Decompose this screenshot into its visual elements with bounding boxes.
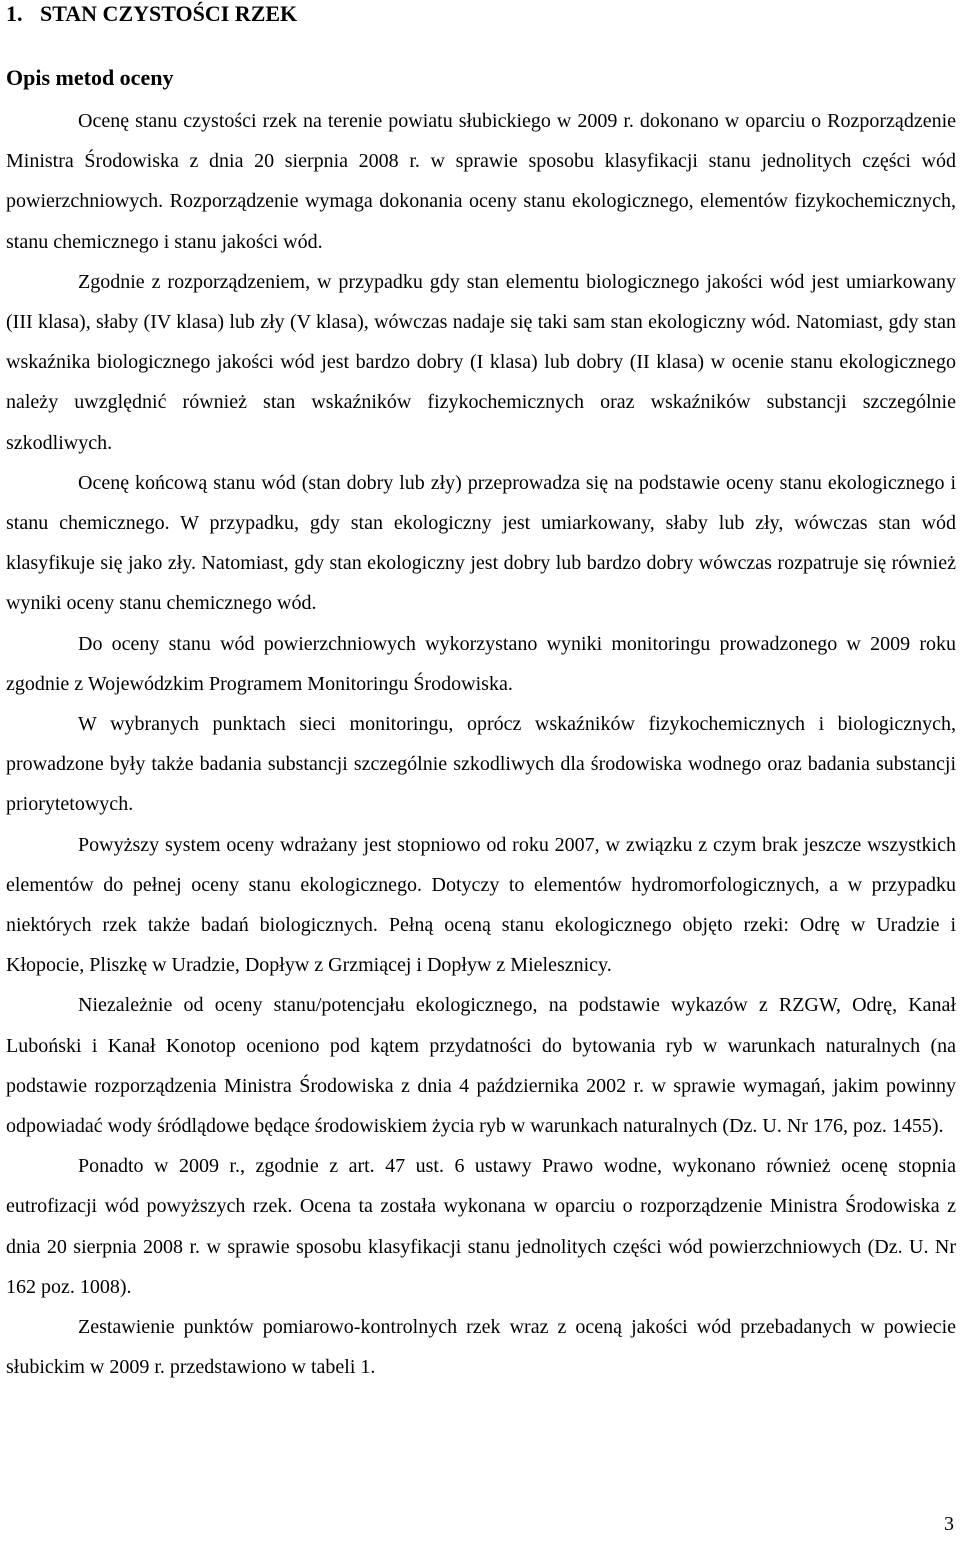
body-text bbox=[6, 101, 956, 1388]
paragraph-4: Do oceny stanu wód powierzchniowych wykorzystano wyniki monitoringu prowadzonego w 2009 roku zgodnie z Wojewódzkim Programem Monitoringu Środowiska. bbox=[6, 632, 956, 695]
section-heading bbox=[6, 0, 297, 28]
paragraph-7: Niezależnie od oceny stanu/potencjału ekologicznego, na podstawie wykazów z RZGW, Odrę, Kanał Luboński i Kanał Konotop oceniono pod kątem przydatności do bytowania ryb w warunkach naturalnych (na podstawie rozporządzenia Ministra Środowiska z dnia 4 października 2002 r. w sprawie wymagań, jakim powinny odpowiadać wody śródlądowe będące środowiskiem życia ryb w warunkach naturalnych (Dz. U. Nr 176, poz. 1455). bbox=[6, 994, 956, 1138]
paragraph-1: Ocenę stanu czystości rzek na terenie powiatu słubickiego w 2009 r. dokonano w oparciu o Rozporządzenie Ministra Środowiska z dnia 20 sierpnia 2008 r. w sprawie sposobu klasyfikacji stanu jednolitych części wód powierzchniowych. Rozporządzenie wymaga dokonania oceny stanu ekologicznego, elementów fizykochemicznych, stanu chemicznego i stanu jakości wód. bbox=[6, 110, 956, 253]
paragraph-9: Zestawienie punktów pomiarowo-kontrolnych rzek wraz z oceną jakości wód przebadanych w powiecie słubickim w 2009 r. przedstawiono w tabeli 1. bbox=[6, 1316, 956, 1379]
page-number: 3 bbox=[944, 1513, 954, 1535]
paragraph-2: Zgodnie z rozporządzeniem, w przypadku gdy stan elementu biologicznego jakości wód jest umiarkowany (III klasa), słaby (IV klasa) lub zły (V klasa), wówczas nadaje się taki sam stan ekologiczny wód. Natomiast, gdy stan wskaźnika biologicznego jakości wód jest bardzo dobry (I klasa) lub dobry (II klasa) w ocenie stanu ekologicznego należy uwzględnić również stan wskaźników fizykochemicznych oraz wskaźników substancji szczególnie szkodliwych. bbox=[6, 270, 956, 454]
paragraph-6: Powyższy system oceny wdrażany jest stopniowo od roku 2007, w związku z czym brak jeszcze wszystkich elementów do pełnej oceny stanu ekologicznego. Dotyczy to elementów hydromorfologicznych, a w przypadku niektórych rzek także badań biologicznych. Pełną oceną stanu ekologicznego objęto rzeki: Odrę w Uradzie i Kłopocie, Pliszkę w Uradzie, Dopływ z Grzmiącej i Dopływ z Mielesznicy. bbox=[6, 833, 956, 977]
paragraph-5: W wybranych punktach sieci monitoringu, oprócz wskaźników fizykochemicznych i biologicznych, prowadzone były także badania substancji szczególnie szkodliwych dla środowiska wodnego oraz badania substancji priorytetowych. bbox=[6, 713, 956, 816]
subsection-heading: Opis metod oceny bbox=[6, 65, 174, 90]
paragraph-3: Ocenę końcową stanu wód (stan dobry lub zły) przeprowadza się na podstawie oceny stanu ekologicznego i stanu chemicznego. W przypadku, gdy stan ekologiczny jest umiarkowany, słaby lub zły, wówczas stan wód klasyfikuje się jako zły. Natomiast, gdy stan ekologiczny jest dobry lub bardzo dobry wówczas rozpatruje się również wyniki oceny stanu chemicznego wód. bbox=[6, 471, 956, 615]
section-number: 1. bbox=[6, 1, 23, 26]
section-title: STAN CZYSTOŚCI RZEK bbox=[40, 1, 298, 26]
paragraph-8: Ponadto w 2009 r., zgodnie z art. 47 ust. 6 ustawy Prawo wodne, wykonano również ocenę stopnia eutrofizacji wód powyższych rzek. Ocena ta została wykonana w oparciu o rozporządzenie Ministra Środowiska z dnia 20 sierpnia 2008 r. w sprawie sposobu klasyfikacji stanu jednolitych części wód powierzchniowych (Dz. U. Nr 162 poz. 1008). bbox=[6, 1155, 956, 1298]
